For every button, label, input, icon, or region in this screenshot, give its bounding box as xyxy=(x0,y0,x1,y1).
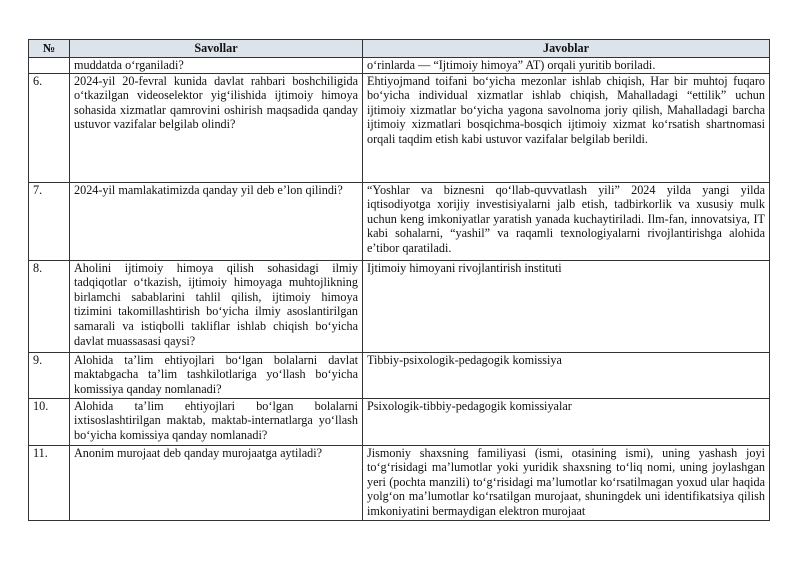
table-row xyxy=(29,260,770,352)
row-question: Aholini ijtimoiy himoya qilish sohasidagi ilmiy tadqiqotlar o‘tkazish, ijtimoiy himoyaga muhtojlikning birlamchi sabablarini tahlil qilish, ijtimoiy himoya tizimini takomillashtirish bo‘yicha ilmiy asoslantirilgan samarali va istiqbolli takliflar ishlab chiqish bo‘yicha davlat muassasasi qaysi? xyxy=(70,260,363,352)
table-row xyxy=(29,352,770,398)
row-number: 6. xyxy=(29,73,70,182)
row-answer: o‘rinlarda — “Ijtimoiy himoya” AT) orqali yuritib boriladi. xyxy=(363,58,770,74)
qa-table xyxy=(28,39,770,521)
row-answer: Psixologik-tibbiy-pedagogik komissiyalar xyxy=(363,398,770,445)
row-question: Anonim murojaat deb qanday murojaatga aytiladi? xyxy=(70,445,363,520)
table-row xyxy=(29,73,770,182)
row-number: 11. xyxy=(29,445,70,520)
header-questions: Savollar xyxy=(70,40,363,58)
table-row xyxy=(29,182,770,260)
row-question: 2024-yil mamlakatimizda qanday yil deb e’lon qilindi? xyxy=(70,182,363,260)
header-number: № xyxy=(29,40,70,58)
row-question: Alohida ta’lim ehtiyojlari bo‘lgan bolalarni ixtisoslashtirilgan maktab, maktab-internatlarga yo‘llash bo‘yicha komissiya qanday nomlanadi? xyxy=(70,398,363,445)
header-answers: Javoblar xyxy=(363,40,770,58)
row-answer: Jismoniy shaxsning familiyasi (ismi, otasining ismi), uning yashash joyi to‘g‘risidagi ma’lumotlar yoki yuridik shaxsning to‘liq nomi, uning joylashgan yeri (pochta manzili) to‘g‘risidagi ma’lumotlar ko‘rsatilmagan yoxud ular haqida yolg‘on ma’lumotlar ko‘rsatilgan murojaat, shuningdek uni identifikatsiya qilish imkoniyatini bermaydigan elektron murojaat xyxy=(363,445,770,520)
row-answer: Tibbiy-psixologik-pedagogik komissiya xyxy=(363,352,770,398)
row-answer: Ehtiyojmand toifani bo‘yicha mezonlar ishlab chiqish, Har bir muhtoj fuqaro bo‘yicha individual xizmatlar ishlab chiqish, Mahalladagi “ettilik” uchun ijtimoiy xizmatlar bo‘yicha yagona savolnoma joriy qilish, Mahalladagi barcha ijtimoiy xizmatlari bosqichma-bosqich ijtimoiy xizmat ko‘rsatish shartnomasi orqali taqdim etish kabi ustuvor vazifalar belgilab berildi. xyxy=(363,73,770,182)
table-row xyxy=(29,58,770,74)
row-number: 9. xyxy=(29,352,70,398)
table-row xyxy=(29,445,770,520)
row-question: muddatda o‘rganiladi? xyxy=(70,58,363,74)
table-row xyxy=(29,398,770,445)
row-question: 2024-yil 20-fevral kunida davlat rahbari boshchiligida o‘tkazilgan videoselektor yig‘ilishida ijtimoiy himoya sohasida xizmatlar qamrovini oshirish maqsadida qanday ustuvor vazifalar belgilab olindi? xyxy=(70,73,363,182)
row-number: 8. xyxy=(29,260,70,352)
row-number: 7. xyxy=(29,182,70,260)
row-answer: Ijtimoiy himoyani rivojlantirish instituti xyxy=(363,260,770,352)
table-header-row xyxy=(29,40,770,58)
row-number: 10. xyxy=(29,398,70,445)
row-number xyxy=(29,58,70,74)
row-answer: “Yoshlar va biznesni qo‘llab-quvvatlash yili” 2024 yilda yangi yilda iqtisodiyotga xorijiy investisiyalarni jalb etish, tadbirkorlik va xususiy mulk uchun keng imkoniyatlar yaratish yanada kuchaytiriladi. Ilm-fan, innovatsiya, IT kabi sohalarni, “yashil” va raqamli texnologiyalarni rivojlantirishga alohida e’tibor qaratiladi. xyxy=(363,182,770,260)
row-question: Alohida ta’lim ehtiyojlari bo‘lgan bolalarni davlat maktabgacha ta’lim tashkilotlariga yo‘llash bo‘yicha komissiya qanday nomlanadi? xyxy=(70,352,363,398)
